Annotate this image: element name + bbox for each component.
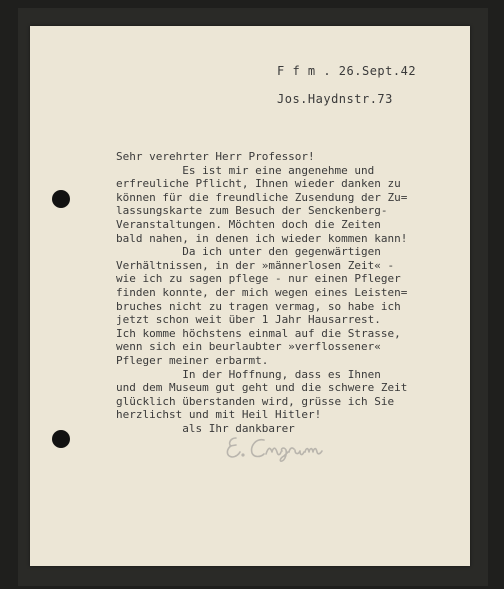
body-line: Veranstaltungen. Möchten doch die Zeiten (116, 217, 381, 231)
body-line: bruches nicht zu tragen vermag, so habe ich (116, 299, 401, 313)
body-line: Da ich unter den gegenwärtigen (116, 245, 381, 259)
body-line: Ich komme höchstens einmal auf die Strasse, (116, 326, 401, 340)
body-line: Es ist mir eine angenehme und (116, 163, 375, 177)
body-line: wenn sich ein beurlaubter »verflossener« (116, 340, 381, 354)
body-line: Verhältnissen, in der »männerlosen Zeit« - (116, 258, 395, 272)
body-line: können für die freundliche Zusendung der Zu= (116, 190, 408, 204)
body-line: finden konnte, der mich wegen eines Leisten= (116, 285, 408, 299)
closing-line: als Ihr dankbarer (116, 421, 295, 435)
body-line: herzlichst und mit Heil Hitler! (116, 408, 322, 422)
body-line: bald nahen, in denen ich wieder kommen kann! (116, 231, 408, 245)
body-line: glücklich überstanden wird, grüsse ich Sie (116, 394, 395, 408)
punch-hole (52, 430, 70, 448)
place-date: F f m . 26.Sept.42 (277, 64, 417, 78)
body-line: wie ich zu sagen pflege - nur einen Pfleger (116, 272, 401, 286)
body-line: erfreuliche Pflicht, Ihnen wieder danken zu (116, 177, 401, 191)
letter-body (116, 150, 461, 435)
handwritten-signature (222, 430, 352, 464)
body-line: In der Hoffnung, dass es Ihnen (116, 367, 381, 381)
body-line: jetzt schon weit über 1 Jahr Hausarrest. (116, 313, 381, 327)
sender-address: Jos.Haydnstr.73 (277, 92, 393, 106)
body-line: Pfleger meiner erbarmt. (116, 353, 269, 367)
salutation: Sehr verehrter Herr Professor! (116, 150, 315, 163)
body-line: und dem Museum gut geht und die schwere Zeit (116, 381, 408, 395)
body-line: lassungskarte zum Besuch der Senckenberg- (116, 204, 388, 218)
punch-hole (52, 190, 70, 208)
